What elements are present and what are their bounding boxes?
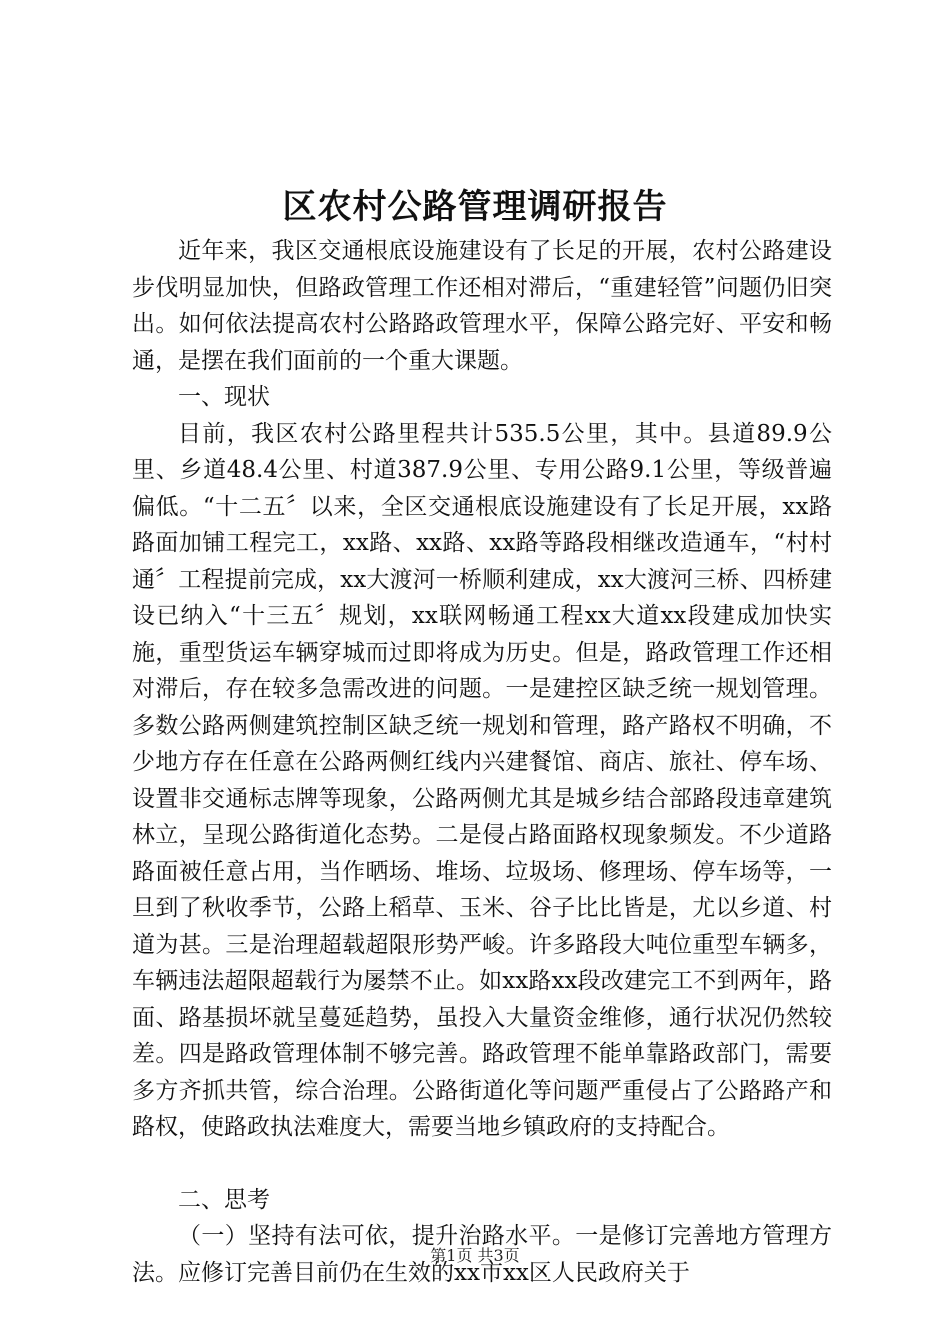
document-body	[132, 233, 832, 1291]
blank-line	[132, 1146, 832, 1182]
section-heading-thoughts: 二、思考	[178, 1186, 270, 1213]
thoughts-paragraph: （一）坚持有法可依，提升治路水平。一是修订完善地方管理方法。应修订完善目前仍在生效的xx市xx区人民政府关于	[132, 1223, 832, 1286]
intro-paragraph: 近年来，我区交通根底设施建设有了长足的开展，农村公路建设步伐明显加快，但路政管理工作还相对滞后，“重建轻管”问题仍旧突出。如何依法提高农村公路路政管理水平，保障公路完好、平安和畅通，是摆在我们面前的一个重大课题。	[132, 238, 832, 374]
document-title: 区农村公路管理调研报告	[282, 187, 668, 227]
status-paragraph: 目前，我区农村公路里程共计535.5公里，其中。县道89.9公里、乡道48.4公里、村道387.9公里、专用公路9.1公里，等级普遍偏低。“十二五〞以来，全区交通根底设施建设有了长足开展，xx路路面加铺工程完工，xx路、xx路、xx路等路段相继改造通车，“村村通〞工程提前完成，xx大渡河一桥顺利建成，xx大渡河三桥、四桥建设已纳入“十三五〞规划，xx联网畅通工程xx大道xx段建成加快实施，重型货运车辆穿城而过即将成为历史。但是，路政管理工作还相对滞后，存在较多急需改进的问题。一是建控区缺乏统一规划管理。多数公路两侧建筑控制区缺乏统一规划和管理，路产路权不明确，不少地方存在任意在公路两侧红线内兴建餐馆、商店、旅社、停车场、设置非交通标志牌等现象，公路两侧尤其是城乡结合部路段违章建筑林立，呈现公路街道化态势。二是侵占路面路权现象频发。不少道路路面被任意占用，当作晒场、堆场、垃圾场、修理场、停车场等，一旦到了秋收季节，公路上稻草、玉米、谷子比比皆是，尤以乡道、村道为甚。三是治理超载超限形势严峻。许多路段大吨位重型车辆多，车辆违法超限超载行为屡禁不止。如xx路xx段改建完工不到两年，路面、路基损坏就呈蔓延趋势，虽投入大量资金维修，通行状况仍然较差。四是路政管理体制不够完善。路政管理不能单靠路政部门，需要多方齐抓共管，综合治理。公路街道化等问题严重侵占了公路路产和路权，使路政执法难度大，需要当地乡镇政府的支持配合。	[132, 420, 832, 1140]
page-footer: 第1页 共3页	[430, 1246, 520, 1265]
section-heading-status: 一、现状	[178, 384, 270, 410]
